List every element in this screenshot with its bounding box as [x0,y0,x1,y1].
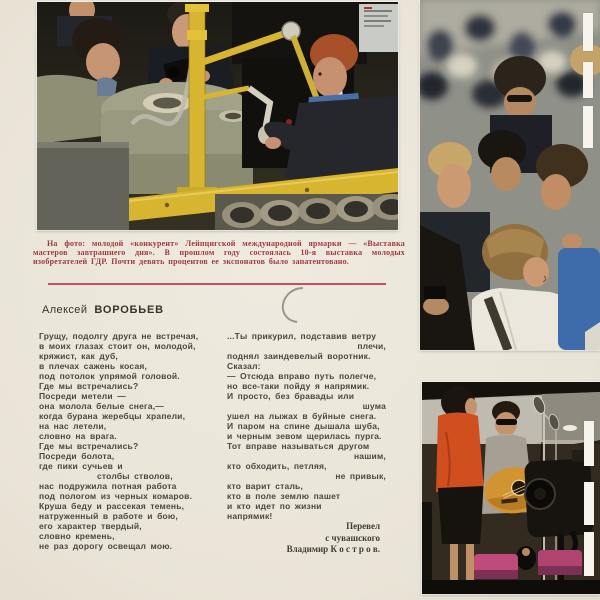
text-line: ушел на лыжах в буйные снега. [227,411,377,421]
sunglasses-icon [496,419,517,425]
registration-mark [584,482,594,525]
registration-mark [584,421,594,466]
cylinder-bores [215,194,398,230]
registration-mark [583,13,593,51]
photo-exhibition [37,2,398,230]
text-line: не раз дорогу освещал мою. [39,541,173,551]
text-line: поднял заиндевелый воротник. [227,351,371,361]
text-line: нашим, [353,451,386,461]
text-line: когда бурана жеребцы храпели, [39,411,186,421]
text-line: — Отсюда вправо путь полегче, [227,371,377,381]
poem-column-left [39,331,225,551]
text-line: столбы стволов, [97,471,173,481]
text-line: Перевел [346,521,380,531]
exhibit-sign-icon [359,4,398,52]
text-line: на нас летели, [39,421,107,431]
registration-mark [584,532,594,576]
text-line: его характер твердый, [39,521,142,531]
text-line: в плечах сажень косая, [39,361,148,371]
text-line: Круша беду и рассекая темень, [39,501,185,511]
text-line: Где мы встречались? [39,381,139,391]
author-byline [42,304,164,316]
registration-mark [583,106,593,148]
author-last-name: ВОРОБЬЕВ [94,304,164,316]
text-line: под пологом из черных комаров. [39,491,193,501]
text-line: и черным зевом щерилась пурга. [227,431,382,441]
text-line: кто обходить, петляя, [227,461,327,471]
photo-crowd [420,0,600,350]
text-line: шума [362,401,386,411]
text-line: И просто, без бравады или [227,391,355,401]
exhibition-scene [37,2,398,230]
concert-scene [422,382,600,594]
sunglasses-icon [507,95,532,102]
text-line: в моих глазах стоит он, молодой, [39,341,196,351]
text-line: и кто идет по жизни [227,501,322,511]
text-line: И паром на спине дышала шуба, [227,421,380,431]
text-line: Тот вправе называться другом [227,441,370,451]
scan-artifact [275,280,326,330]
text-line: где пики сучьев и [39,461,123,471]
text-line: кряжист, как дуб, [39,351,118,361]
text-line: но все-таки пойду я напрямик. [227,381,370,391]
text-line: ...Ты прикурил, подставив ветру [227,331,377,341]
text-line: Посреди метели — [39,391,126,401]
photo-caption: На фото: молодой «конкурент» Лейпцигской международной ярмарки — «Выставка мастеров завтрашнего дня». В прошлом году состоялась 10-я выставка молодых изобретателей ГДР. Почти девять процентов ее экспонатов было запатентовано. [33,239,405,266]
text-line: Грущу, подолгу друга не встречая, [39,331,199,341]
photo-concert [422,382,600,594]
text-line: не привык, [335,471,386,481]
crowd-scene [420,0,600,350]
text-line: напрямик! [227,511,273,521]
machine-corner [37,142,129,230]
stage-light-icon [563,425,577,431]
text-line: она молола белые снега,— [39,401,164,411]
text-line: Посреди болота, [39,451,115,461]
text-line: словно на врага. [39,431,117,441]
text-line: словно кремень, [39,531,115,541]
text-line: Где мы встречались? [39,441,139,451]
text-line: под потолок упрямой головой. [39,371,180,381]
text-line: натруженный в работе и бою, [39,511,178,521]
registration-mark [583,62,593,98]
text-line: нас подружила потная работа [39,481,177,491]
text-line: Владимир К о с т р о в. [286,544,380,554]
poem-column-right [227,331,386,521]
translation-credit [227,521,380,556]
text-line: кто варит сталь, [227,481,304,491]
text-line: с чувашского [325,532,380,543]
author-first-name: Алексей [42,304,88,316]
text-line: плечи, [357,341,386,351]
text-line: кто в поле землю пашет [227,491,341,501]
text-line: Сказал: [227,361,261,371]
section-rule [48,283,386,285]
